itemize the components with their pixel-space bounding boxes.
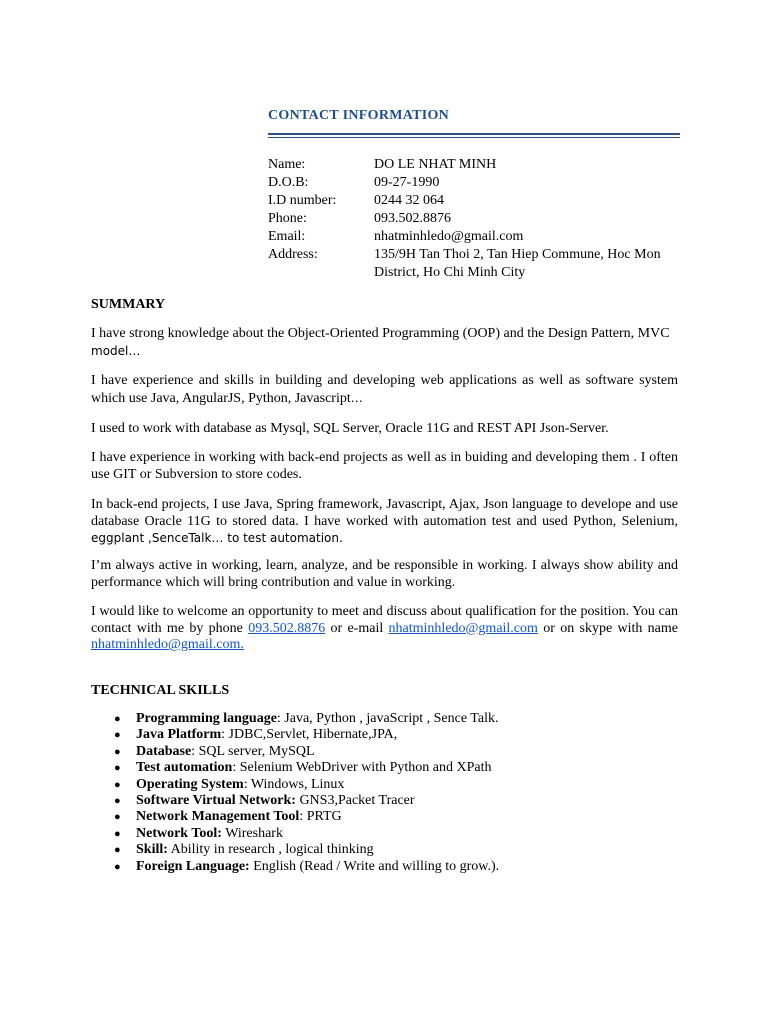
bullet-icon: ●	[114, 745, 121, 758]
bullet-icon: ●	[114, 778, 121, 791]
skill-label: Network Tool:	[136, 825, 222, 841]
contact-table	[268, 156, 680, 282]
skill-label: Network Management Tool	[136, 809, 300, 825]
contact-value: 09-27-1990	[374, 175, 440, 190]
contact-label: Address:	[268, 247, 318, 262]
skill-label: Operating System	[136, 776, 244, 792]
contact-title: CONTACT INFORMATION	[268, 108, 450, 123]
skill-label: Skill:	[136, 842, 168, 858]
bullet-icon: ●	[114, 811, 121, 824]
contact-value: 0244 32 064	[374, 193, 444, 208]
summary-text: I would like to welcome an opportunity to meet and discuss about qualification for the position. You can contact with me by phone	[91, 604, 678, 636]
skill-text: JDBC,Servlet, Hibernate,JPA,	[228, 727, 398, 743]
divider-thin-line	[268, 137, 680, 138]
contact-divider	[268, 133, 680, 138]
skill-text: GNS3,Packet Tracer	[299, 793, 415, 809]
contact-row-address	[268, 246, 680, 282]
skill-label: Foreign Language:	[136, 858, 250, 874]
summary-p2-block	[91, 373, 678, 407]
skills-list-block	[91, 711, 678, 875]
skill-sep: :	[191, 743, 199, 759]
contact-row-id	[268, 192, 680, 210]
skill-text: Selenium WebDriver with Python and XPath	[239, 760, 492, 776]
skill-label: Java Platform	[136, 727, 222, 743]
skill-text: PRTG	[306, 809, 342, 825]
email-link[interactable]: nhatminhledo@gmail.com	[388, 620, 538, 636]
summary-paragraph: I’m always active in working, learn, analyze, and be responsible in working. I always show ability and performance which will bring contribution and value in working.	[91, 558, 678, 590]
contact-value: 093.502.8876	[374, 211, 451, 226]
skill-item	[91, 744, 678, 760]
summary-p6-block	[91, 558, 678, 591]
contact-row-dob	[268, 174, 680, 192]
skill-item	[91, 859, 678, 875]
contact-row-phone	[268, 210, 680, 228]
summary-paragraph	[91, 497, 678, 548]
skill-item	[91, 777, 678, 793]
summary-paragraph: I have experience in working with back-end projects as well as in buiding and developing them . I often use GIT or Subversion to store codes.	[91, 450, 678, 482]
contact-value: nhatminhledo@gmail.com	[374, 229, 524, 244]
summary-text-tail: …	[350, 390, 363, 405]
summary-text-tail: model…	[91, 343, 141, 358]
summary-p4-block	[91, 450, 678, 483]
divider-thick-line	[268, 133, 680, 135]
summary-text: or e-mail	[325, 620, 389, 636]
skype-link[interactable]: nhatminhledo@gmail.com.	[91, 637, 244, 652]
skill-text: English (Read / Write and willing to grow.).	[253, 858, 500, 874]
summary-heading: SUMMARY	[91, 297, 166, 312]
contact-label: D.O.B:	[268, 175, 309, 190]
skill-item	[91, 809, 678, 825]
skill-sep: :	[299, 809, 307, 825]
contact-section	[268, 107, 680, 282]
bullet-icon: ●	[114, 860, 121, 873]
skills-heading-block	[91, 682, 678, 699]
skill-label: Database	[136, 743, 192, 759]
skill-text: Windows, Linux	[250, 776, 345, 792]
skill-label: Test automation	[136, 760, 233, 776]
skill-item	[91, 727, 678, 743]
bullet-icon: ●	[114, 844, 121, 857]
summary-text: I have experience and skills in building and developing web applications as well as software system which use Java, AngularJS, Python, Javascript	[91, 373, 678, 406]
skills-list	[91, 711, 678, 875]
summary-paragraph	[91, 373, 678, 407]
summary-text-tail: eggplant ,SenceTalk… to test automation.	[91, 531, 343, 545]
bullet-icon: ●	[114, 827, 121, 840]
skill-label: Programming language	[136, 711, 277, 726]
summary-heading-block	[91, 296, 678, 313]
summary-text: In back-end projects, I use Java, Spring framework, Javascript, Ajax, Json language to develope and use database Oracle 11G to stored data. I have worked with automation test and used Python, Selenium,	[91, 497, 678, 529]
contact-value: 135/9H Tan Thoi 2, Tan Hiep Commune, Hoc Mon District, Ho Chi Minh City	[374, 247, 661, 280]
skill-sep: :	[276, 711, 285, 726]
skill-sep: :	[232, 760, 240, 776]
summary-text: I have strong knowledge about the Object-Oriented Programming (OOP) and the Design Pattern, MVC	[91, 326, 670, 341]
summary-p7-block	[91, 604, 678, 654]
skill-item	[91, 826, 678, 842]
summary-paragraph: I used to work with database as Mysql, SQL Server, Oracle 11G and REST API Json-Server.	[91, 421, 609, 436]
contact-label: I.D number:	[268, 193, 337, 208]
bullet-icon: ●	[114, 713, 121, 725]
summary-paragraph	[91, 326, 678, 360]
skill-text: Ability in research , logical thinking	[170, 842, 374, 858]
skills-heading: TECHNICAL SKILLS	[91, 683, 230, 698]
summary-p3-block	[91, 421, 678, 438]
skill-text: Java, Python , javaScript , Sence Talk.	[284, 711, 499, 726]
bullet-icon: ●	[114, 729, 121, 742]
skill-item	[91, 760, 678, 776]
bullet-icon: ●	[114, 795, 121, 808]
skill-label: Software Virtual Network:	[136, 793, 296, 809]
summary-paragraph	[91, 604, 678, 654]
contact-label: Email:	[268, 229, 306, 244]
contact-value: DO LE NHAT MINH	[374, 157, 497, 172]
contact-row-name	[268, 156, 680, 174]
summary-p1-block	[91, 326, 678, 360]
bullet-icon: ●	[114, 762, 121, 775]
skill-item	[91, 793, 678, 809]
skill-item	[91, 842, 678, 858]
skill-sep: :	[221, 727, 229, 743]
phone-link[interactable]: 093.502.8876	[248, 620, 326, 636]
contact-label: Phone:	[268, 211, 307, 226]
summary-p5-block	[91, 497, 678, 548]
contact-label: Name:	[268, 157, 306, 172]
skill-text: Wireshark	[225, 825, 283, 841]
skill-text: SQL server, MySQL	[198, 743, 315, 759]
skill-item	[91, 711, 678, 727]
contact-row-email	[268, 228, 680, 246]
skill-sep: :	[243, 776, 251, 792]
summary-text: or on skype with name	[537, 620, 679, 636]
